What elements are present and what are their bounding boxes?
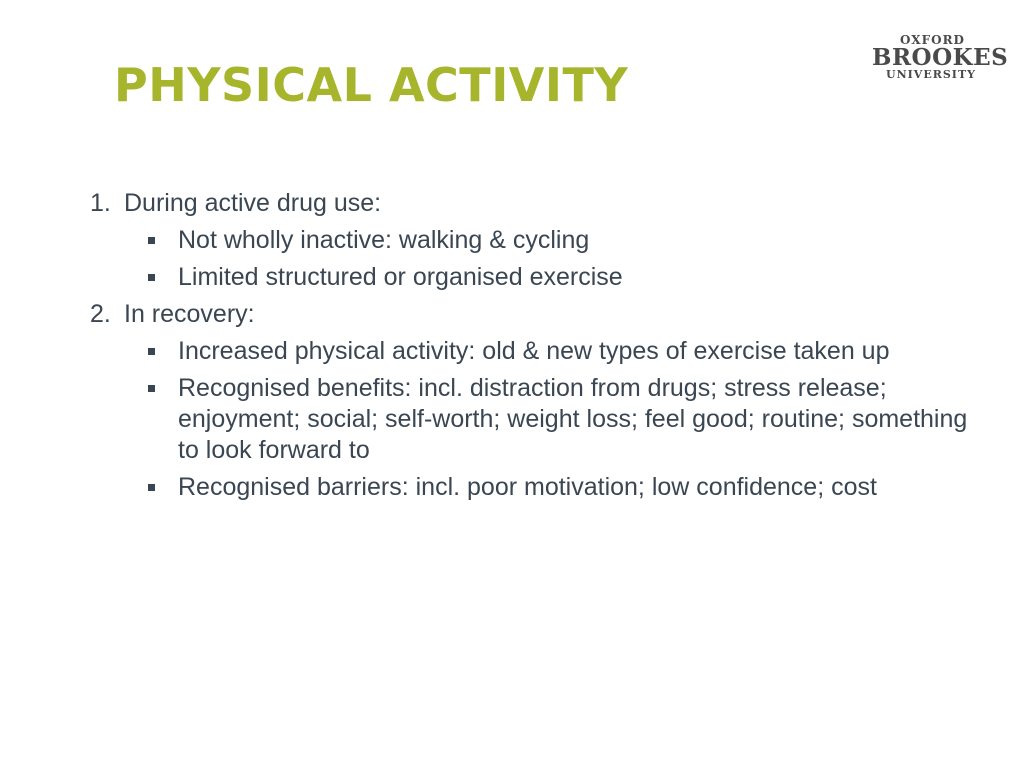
list-item-2 [90,299,970,330]
sub-item [146,336,970,367]
square-bullet-icon [146,472,178,503]
sub-item-text: Not wholly inactive: walking & cycling [178,226,590,254]
sub-item-text: Limited structured or organised exercise [178,263,623,291]
list-item-text: During active drug use: [124,189,382,217]
square-bullet-icon [146,225,178,256]
slide-content [90,188,970,509]
sub-item-text: Increased physical activity: old & new types of exercise taken up [178,337,890,365]
square-bullet-icon [146,373,178,404]
list-item-1 [90,188,970,219]
list-item-text: In recovery: [124,300,255,328]
sub-item [146,262,970,293]
sub-item [146,373,970,466]
sub-item-text: Recognised barriers: incl. poor motivation; low confidence; cost [178,473,877,501]
logo-line-oxford: OXFORD [900,33,965,47]
list-number: 1. [90,189,111,217]
square-bullet-icon [146,336,178,367]
sub-item [146,225,970,256]
logo-line-brookes: BROOKES [872,44,1009,71]
list-number: 2. [90,300,111,328]
slide-title: PHYSICAL ACTIVITY [114,58,629,112]
logo-line-university: UNIVERSITY [886,68,976,81]
sub-item-text: Recognised benefits: incl. distraction from drugs; stress release; enjoyment; social; self-worth; weight loss; feel good; routine; something to look forward to [178,374,968,464]
square-bullet-icon [146,262,178,293]
oxford-brookes-logo [872,33,1009,81]
sub-item [146,472,970,503]
